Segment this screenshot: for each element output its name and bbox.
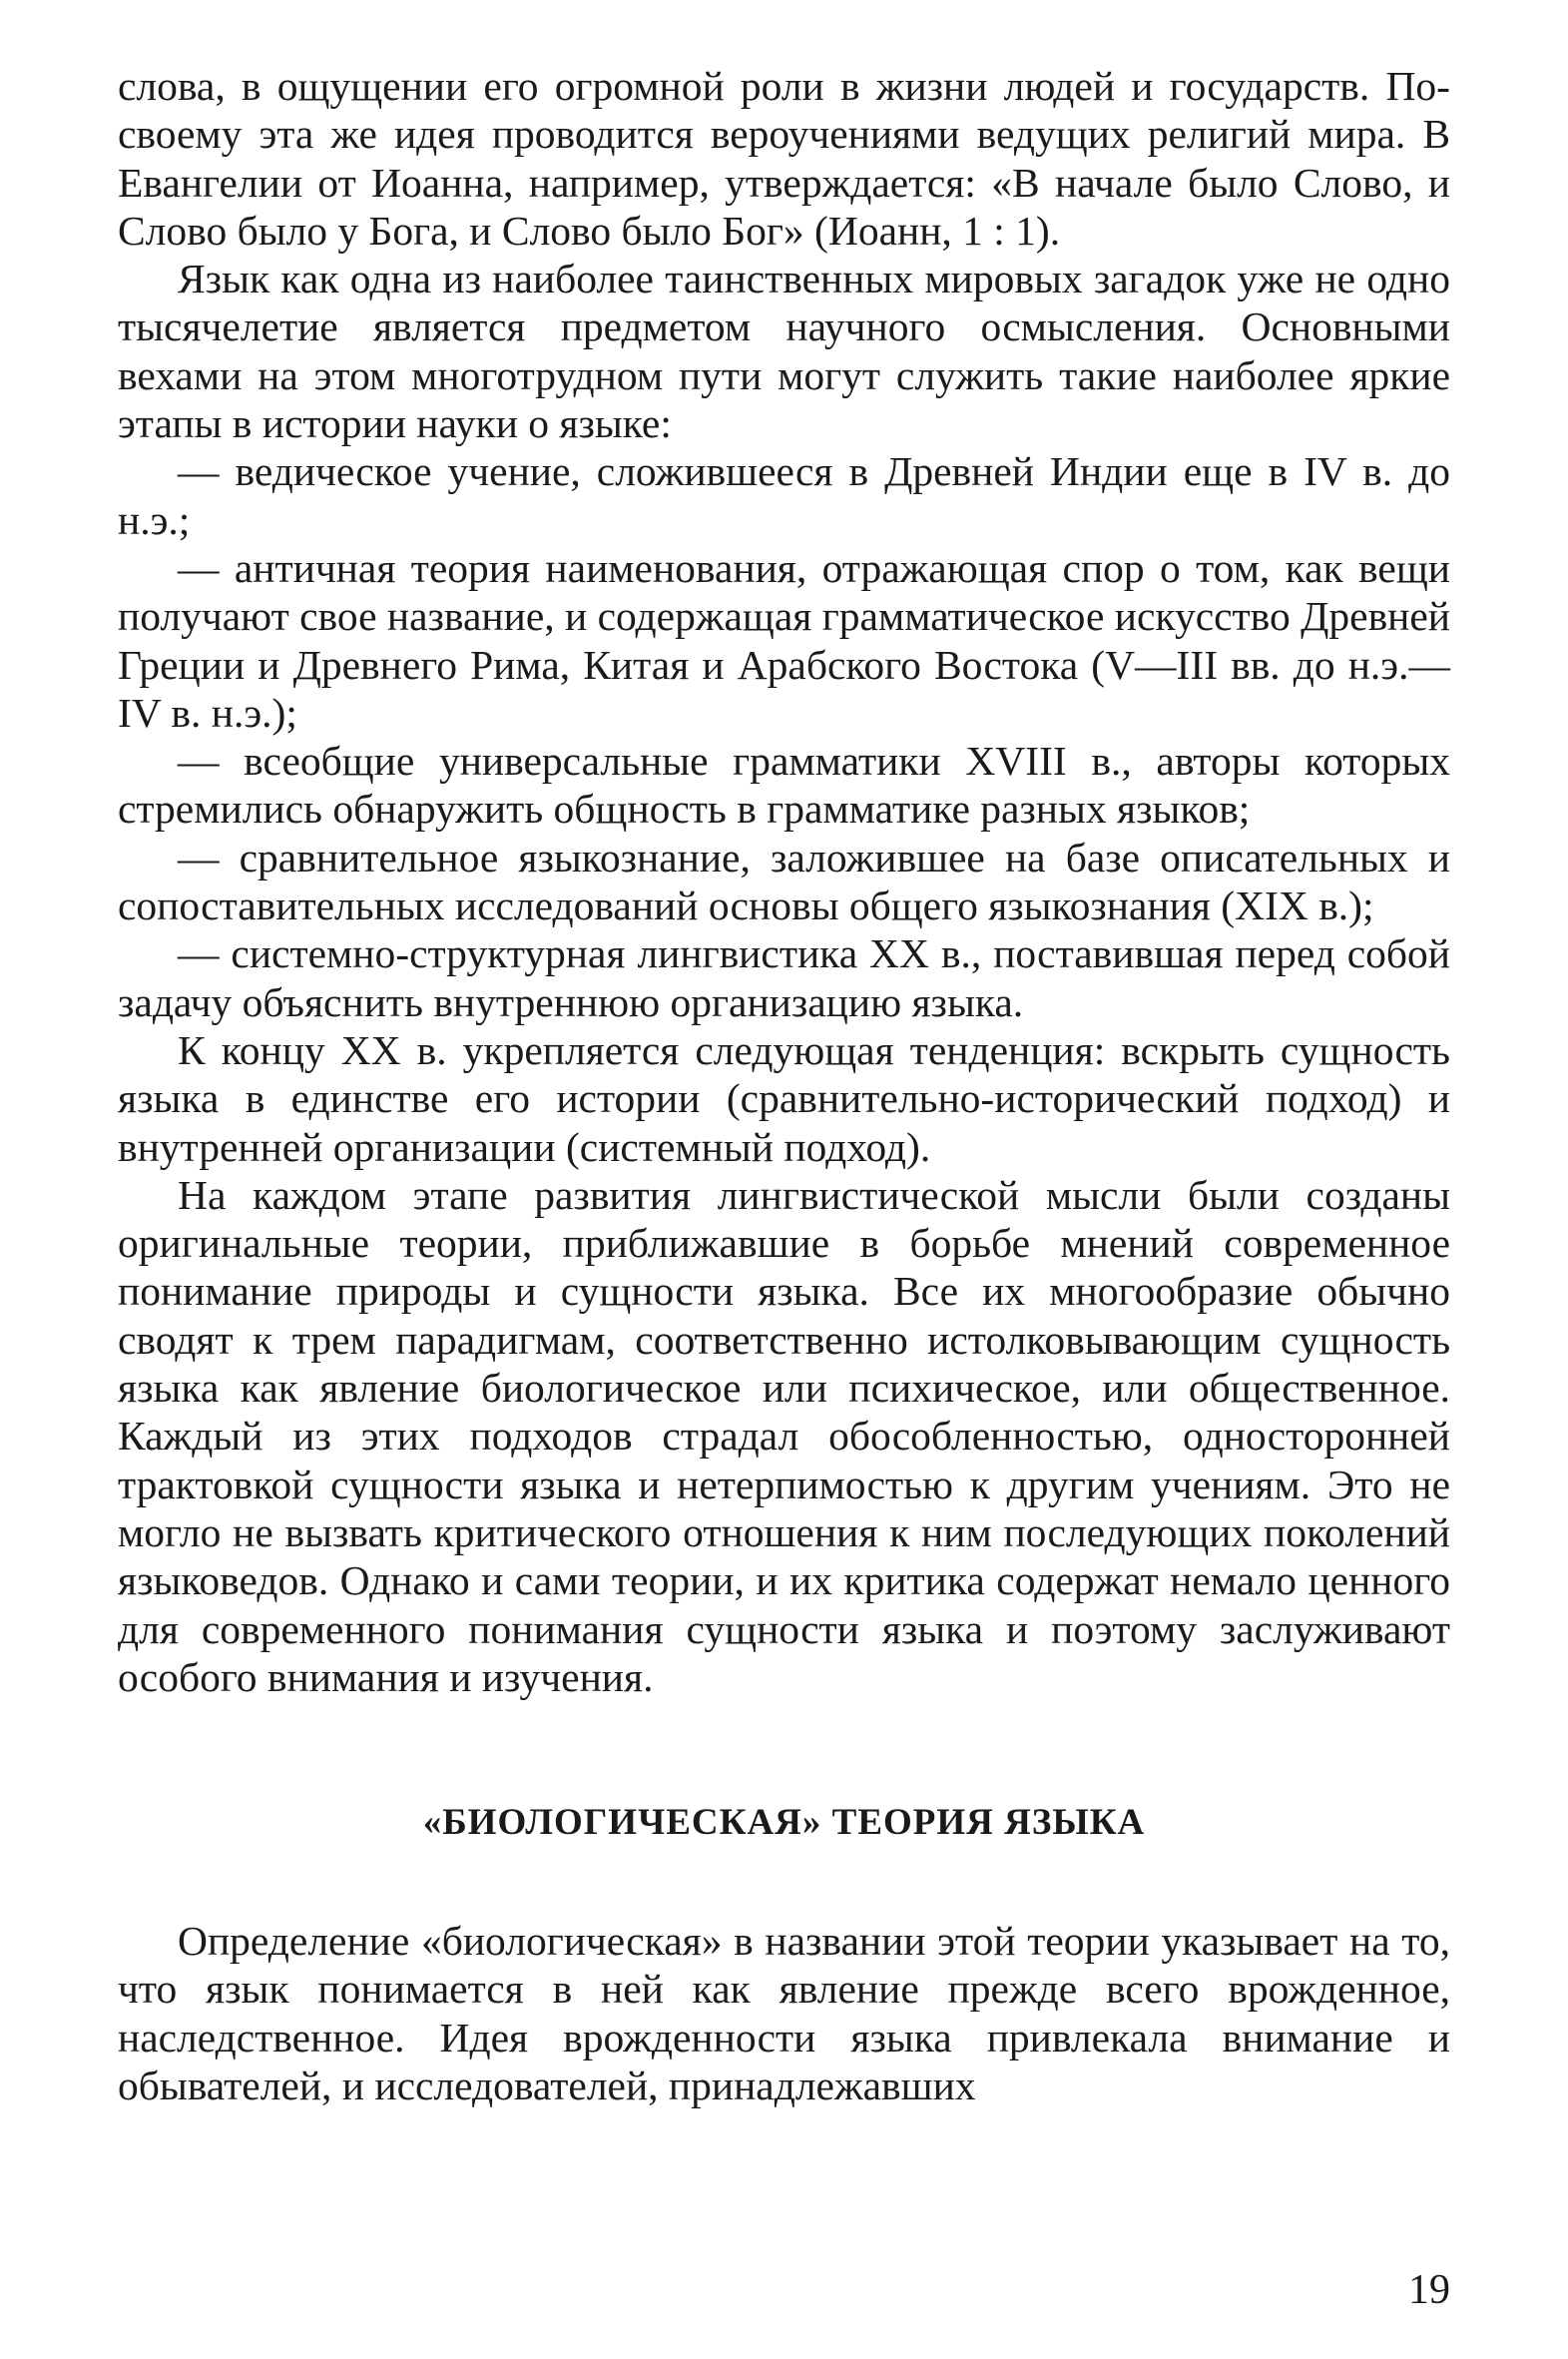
paragraph-language-mystery: Язык как одна из наиболее таинственных мировых загадок уже не одно тысячелетие является предметом научного осмысления. Основными вехами на этом многотрудном пути могут служить такие наиболее яркие этапы в истории науки о языке: bbox=[118, 256, 1450, 447]
list-item-vedic: — ведическое учение, сложившееся в Древней Индии еще в IV в. до н.э.; bbox=[118, 448, 1450, 543]
section-heading: «БИОЛОГИЧЕСКАЯ» ТЕОРИЯ ЯЗЫКА bbox=[422, 1802, 1146, 1844]
list-item-universal-grammars: — всеобщие универсальные грамматики XVIII в., авторы которых стремились обнаружить общность в грамматике разных языков; bbox=[118, 738, 1450, 833]
page-number: 19 bbox=[1408, 2267, 1450, 2313]
paragraph-tendency: К концу XX в. укрепляется следующая тенденция: вскрыть сущность языка в единстве его истории (сравнительно-исторический подход) и внутренней организации (системный подход). bbox=[118, 1026, 1450, 1170]
paragraph-continuation: слова, в ощущении его огромной роли в жизни людей и государств. По-своему эта же идея проводится вероучениями ведущих религий мира. В Евангелии от Иоанна, например, утверждается: «В начале было Слово, и Слово было у Бога, и Слово было Бог» (Иоанн, 1 : 1). bbox=[118, 63, 1450, 254]
list-item-comparative: — сравнительное языкознание, заложившее на базе описательных и сопоставительных исследований основы общего языкознания (XIX в.); bbox=[118, 834, 1450, 929]
list-item-antique: — античная теория наименования, отражающая спор о том, как вещи получают свое название, и содержащая грамматическое искусство Древней Греции и Древнего Рима, Китая и Арабского Востока (V—III вв. до н.э.—IV в. н.э.); bbox=[118, 544, 1451, 736]
paragraph-biological: Определение «биологическая» в названии этой теории указывает на то, что язык понимается в ней как явление прежде всего врожденное, наследственное. Идея врожденности языка привлекала внимание и обывателей, и исследователей, принадлежавших bbox=[118, 1918, 1450, 2108]
page-body bbox=[118, 62, 1450, 2109]
list-item-systemic: — системно-структурная лингвистика XX в., поставившая перед собой задачу объяснить внутреннюю организацию языка. bbox=[118, 930, 1450, 1025]
paragraph-paradigms: На каждом этапе развития лингвистической мысли были созданы оригинальные теории, приближавшие в борьбе мнений современное понимание природы и сущности языка. Все их многообразие обычно сводят к трем парадигмам, соответственно истолковывающим сущность языка как явление биологическое или психическое, или общественное. Каждый из этих подходов страдал обособленностью, односторонней трактовкой сущности языка и нетерпимостью к другим учениям. Это не могло не вызвать критического отношения к ним последующих поколений языковедов. Однако и сами теории, и их критика содержат немало ценного для современного понимания сущности языка и поэтому заслуживают особого внимания и изучения. bbox=[118, 1171, 1450, 1700]
